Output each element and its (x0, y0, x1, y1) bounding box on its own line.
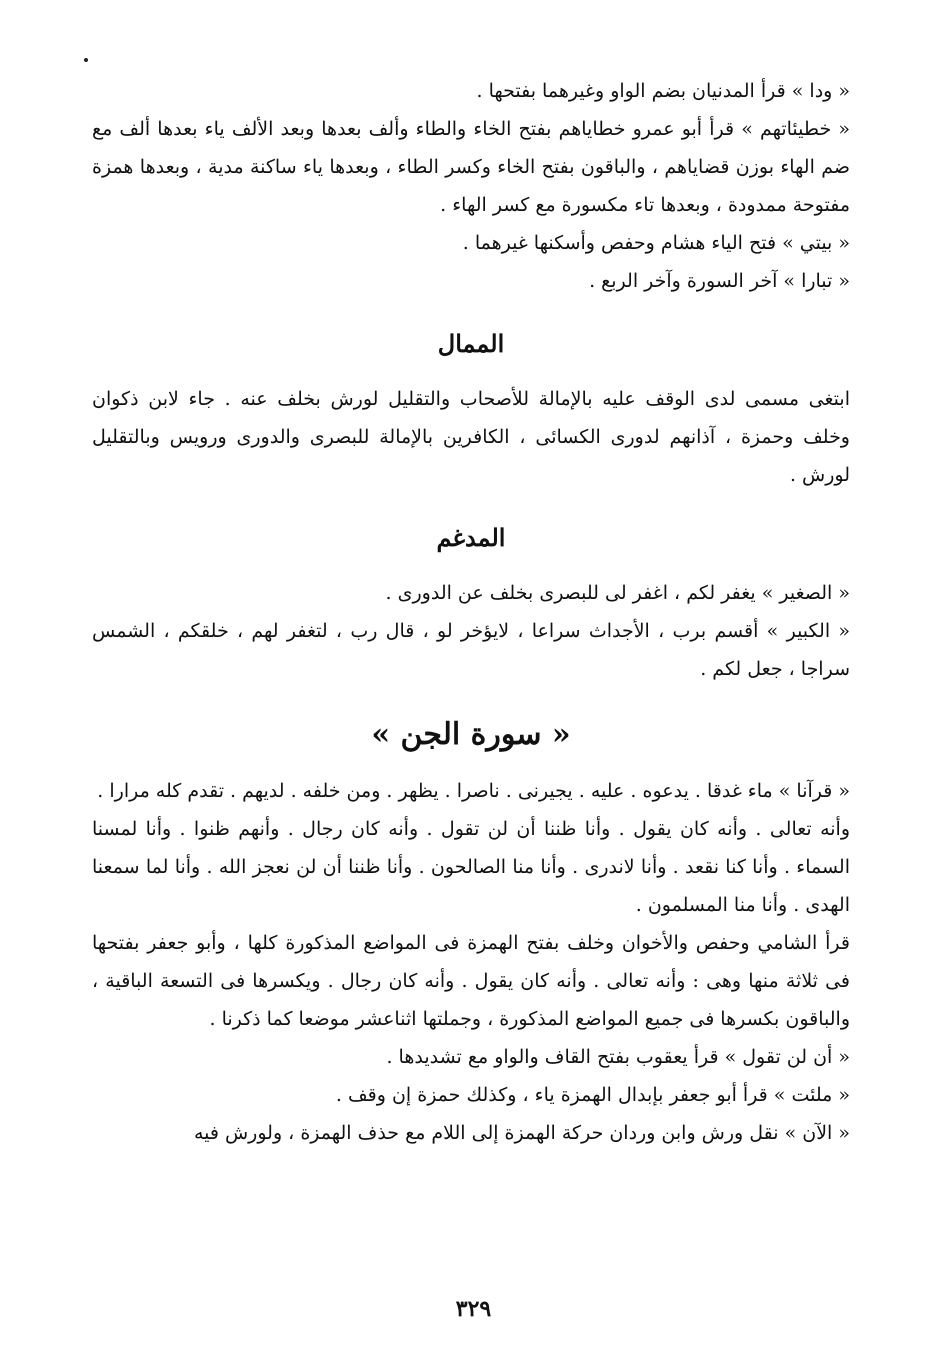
page-number: ٣٢٩ (455, 1296, 492, 1322)
scan-speck (84, 58, 88, 62)
heading-mudgham: المدغم (436, 523, 506, 552)
page-body (92, 72, 850, 1152)
paragraph-tabara: « تبارا » آخر السورة وآخر الربع . (589, 270, 850, 292)
paragraph-alan: « الآن » نقل ورش وابن وردان حركة الهمزة إلى اللام مع حذف الهمزة ، ولورش فيه (193, 1122, 850, 1144)
paragraph-mudgham-kabir: « الكبير » أقسم برب ، الأجداث سراعا ، لايؤخر لو ، قال رب ، لتغفر لهم ، خلقكم ، الشمس سراجا ، جعل لكم . (92, 620, 850, 680)
paragraph-wadda: « ودا » قرأ المدنيان بضم الواو وغيرهما بفتحها . (476, 80, 850, 102)
surah-title: « سورة الجن » (371, 717, 571, 752)
paragraph-wa-annahu: وأنه تعالى . وأنه كان يقول . وأنا ظننا أن لن تقول . وأنه كان رجال . وأنهم ظنوا . وأنا لمسنا السماء . وأنا كنا نقعد . وأنا لاندرى . وأنا منا الصالحون . وأنا ظننا أن لن نعجز الله . وأنا لما سمعنا الهدى . وأنا منا المسلمون . (92, 818, 850, 916)
paragraph-qiraat-fath: قرأ الشامي وحفص والأخوان وخلف بفتح الهمزة فى المواضع المذكورة كلها ، وأبو جعفر بفتحها فى ثلاثة منها وهى : وأنه تعالى . وأنه كان يقول . وأنه كان رجال . ويكسرها فى التسعة الباقية ، والباقون بكسرها فى جميع المواضع المذكورة ، وجملتها اثناعشر موضعا كما ذكرنا . (92, 932, 850, 1030)
paragraph-an-lan-taqul: « أن لن تقول » قرأ يعقوب بفتح القاف والواو مع تشديدها . (386, 1046, 850, 1068)
heading-mumal: الممال (437, 329, 505, 358)
paragraph-mudgham-saghir: « الصغير » يغفر لكم ، اغفر لى للبصرى بخلف عن الدورى . (385, 582, 850, 604)
paragraph-bayti: « بيتي » فتح الياء هشام وحفص وأسكنها غيرهما . (462, 232, 850, 254)
paragraph-mumal: ابتغى مسمى لدى الوقف عليه بالإمالة للأصحاب والتقليل لورش بخلف عنه . جاء لابن ذكوان وخلف وحمزة ، آذانهم لدورى الكسائى ، الكافرين بالإمالة للبصرى والدورى ورويس وبالتقليل لورش . (92, 388, 850, 486)
paragraph-khatiatihim: « خطيئاتهم » قرأ أبو عمرو خطاياهم بفتح الخاء والطاء وألف بعدها وبعد الألف ياء بعدها ألف مع ضم الهاء بوزن قضاياهم ، والباقون بفتح الخاء وكسر الطاء ، وبعدها ياء ساكنة مدية ، وبعدها همزة مفتوحة ممدودة ، وبعدها تاء مكسورة مع كسر الهاء . (92, 118, 850, 216)
paragraph-muliat: « ملئت » قرأ أبو جعفر بإبدال الهمزة ياء ، وكذلك حمزة إن وقف . (335, 1084, 850, 1106)
paragraph-quranan: « قرآنا » ماء غدقا . يدعوه . عليه . يجيرنى . ناصرا . يظهر . ومن خلفه . لديهم . تقدم كله مرارا . (97, 780, 850, 802)
